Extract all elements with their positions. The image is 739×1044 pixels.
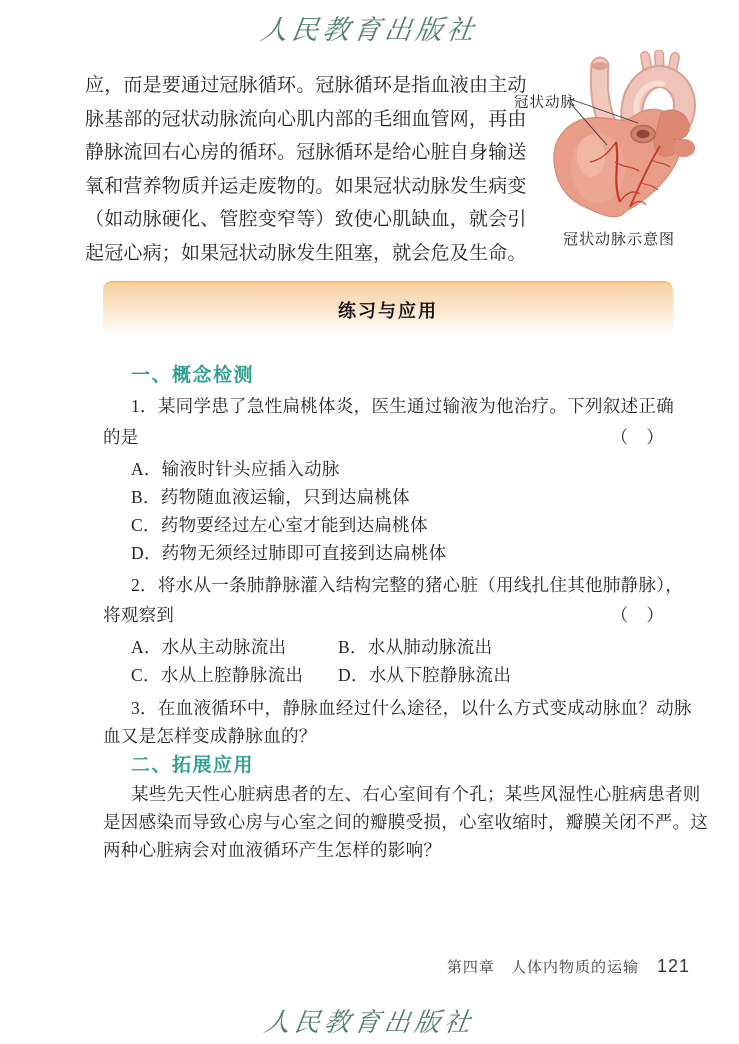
expand-line3: 两种心脏病会对血液循环产生怎样的影响？ [103, 840, 442, 860]
intro-paragraph [85, 69, 535, 271]
intro-line: 脉基部的冠状动脉流向心肌内部的毛细血管网，再由 [85, 108, 527, 130]
heart-highlight-bright [577, 135, 605, 177]
page-footer [447, 956, 690, 977]
figure-label: 冠状动脉 [514, 95, 576, 111]
q1-option-a: A．输液时针头应插入动脉 [131, 459, 340, 479]
q2-line1: 2．将水从一条肺静脉灌入结构完整的猪心脏（用线扎住其他肺静脉）， [131, 575, 684, 595]
intro-line: 静脉流回右心房的循环。冠脉循环是给心脏自身输送 [85, 142, 527, 164]
intro-line: 起冠心病；如果冠状动脉发生阻塞，就会危及生命。 [85, 242, 527, 264]
q1-line2 [103, 424, 664, 449]
expand-line1: 某些先天性心脏病患者的左、右心室间有个孔；某些风湿性心脏病患者则 [131, 784, 701, 804]
q3-line2: 血又是怎样变成静脉血的？ [103, 726, 317, 746]
q1-option-c: C．药物要经过左心室才能到达扁桃体 [131, 515, 428, 535]
expand-line2: 是因感染而导致心房与心室之间的瓣膜受损，心室收缩时，瓣膜关闭不严。这 [103, 812, 709, 832]
atrium-bump [673, 139, 695, 157]
intro-line: 应，而是要通过冠脉循环。冠脉循环是指血液由主动 [85, 75, 527, 96]
figure-caption: 冠状动脉示意图 [562, 232, 675, 248]
exercise-banner [103, 281, 673, 334]
publisher-logo-bottom: 人民教育出版社 [262, 1008, 477, 1038]
q1-answer-bracket: （ ） [610, 427, 664, 447]
footer-chapter: 第四章 [446, 960, 495, 976]
q2-line2-text: 将观察到 [103, 605, 175, 625]
intro-line: （如动脉硬化、管腔变窄等）致使心肌缺血，就会引 [85, 209, 527, 231]
intro-line: 氧和营养物质并运走废物的。如果冠状动脉发生病变 [85, 175, 527, 197]
q1-line2-text: 的是 [103, 427, 139, 447]
q2-option-c: C．水从上腔静脉流出 [131, 665, 304, 685]
q1-option-b: B．药物随血液运输，只到达扁桃体 [131, 487, 410, 507]
q2-answer-bracket: （ ） [610, 605, 664, 625]
footer-chapter-title: 人体内物质的运输 [510, 960, 639, 976]
q2-line2 [103, 602, 664, 627]
q1-line1: 1．某同学患了急性扁桃体炎，医生通过输液为他治疗。下列叙述正确 [131, 396, 675, 416]
publisher-logo-top: 人民教育出版社 [258, 15, 480, 46]
vena-cava-opening [592, 62, 608, 70]
section-heading-concept-check: 一、概念检测 [131, 365, 255, 386]
heart-illustration [512, 50, 726, 220]
pulmonary-lumen [637, 130, 650, 138]
q3-line1: 3．在血液循环中，静脉血经过什么途径，以什么方式变成动脉血？动脉 [131, 698, 692, 718]
q2-option-b: B．水从肺动脉流出 [338, 637, 493, 657]
q1-option-d: D．药物无须经过肺即可直接到达扁桃体 [131, 543, 447, 563]
q2-option-a: A．水从主动脉流出 [131, 637, 287, 657]
q2-option-d: D．水从下腔静脉流出 [338, 665, 512, 685]
exercise-title: 练习与应用 [338, 301, 438, 321]
section-heading-extended-application: 二、拓展应用 [131, 755, 255, 776]
footer-page-number: 121 [656, 956, 690, 976]
heart-figure [512, 50, 726, 249]
